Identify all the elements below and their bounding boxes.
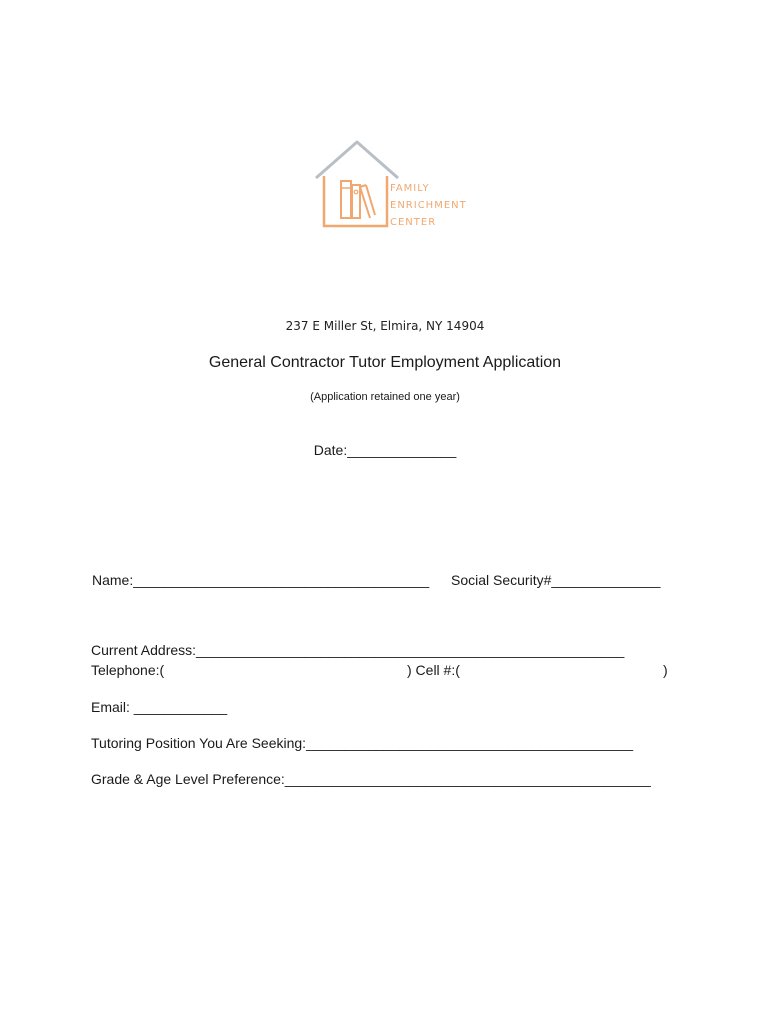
logo-line-3: CENTER [390, 217, 437, 228]
social-security-field[interactable]: Social Security#______________ [451, 572, 661, 588]
tutoring-position-field[interactable]: Tutoring Position You Are Seeking:__________________________________________ [91, 735, 634, 751]
logo-line-1: FAMILY [390, 183, 430, 194]
telephone-field[interactable]: Telephone:( [91, 662, 165, 678]
cell-field[interactable]: ) Cell #:( [407, 662, 460, 678]
family-enrichment-center-logo [314, 140, 467, 232]
form-subtitle: (Application retained one year) [310, 391, 460, 403]
current-address-field[interactable]: Current Address:_______________________________________________________ [91, 642, 625, 658]
cell-close-paren: ) [663, 662, 668, 678]
organization-address: 237 E Miller St, Elmira, NY 14904 [285, 319, 485, 333]
email-field[interactable]: Email: ____________ [91, 699, 228, 715]
grade-age-preference-field[interactable]: Grade & Age Level Preference:_______________________________________________ [91, 771, 651, 787]
logo-line-2: ENRICHMENT [390, 200, 467, 211]
name-field[interactable]: Name:______________________________________ [92, 572, 430, 588]
date-field[interactable]: Date:______________ [313, 442, 457, 458]
form-title: General Contractor Tutor Employment Application [208, 354, 562, 371]
logo-wordmark [390, 180, 467, 231]
